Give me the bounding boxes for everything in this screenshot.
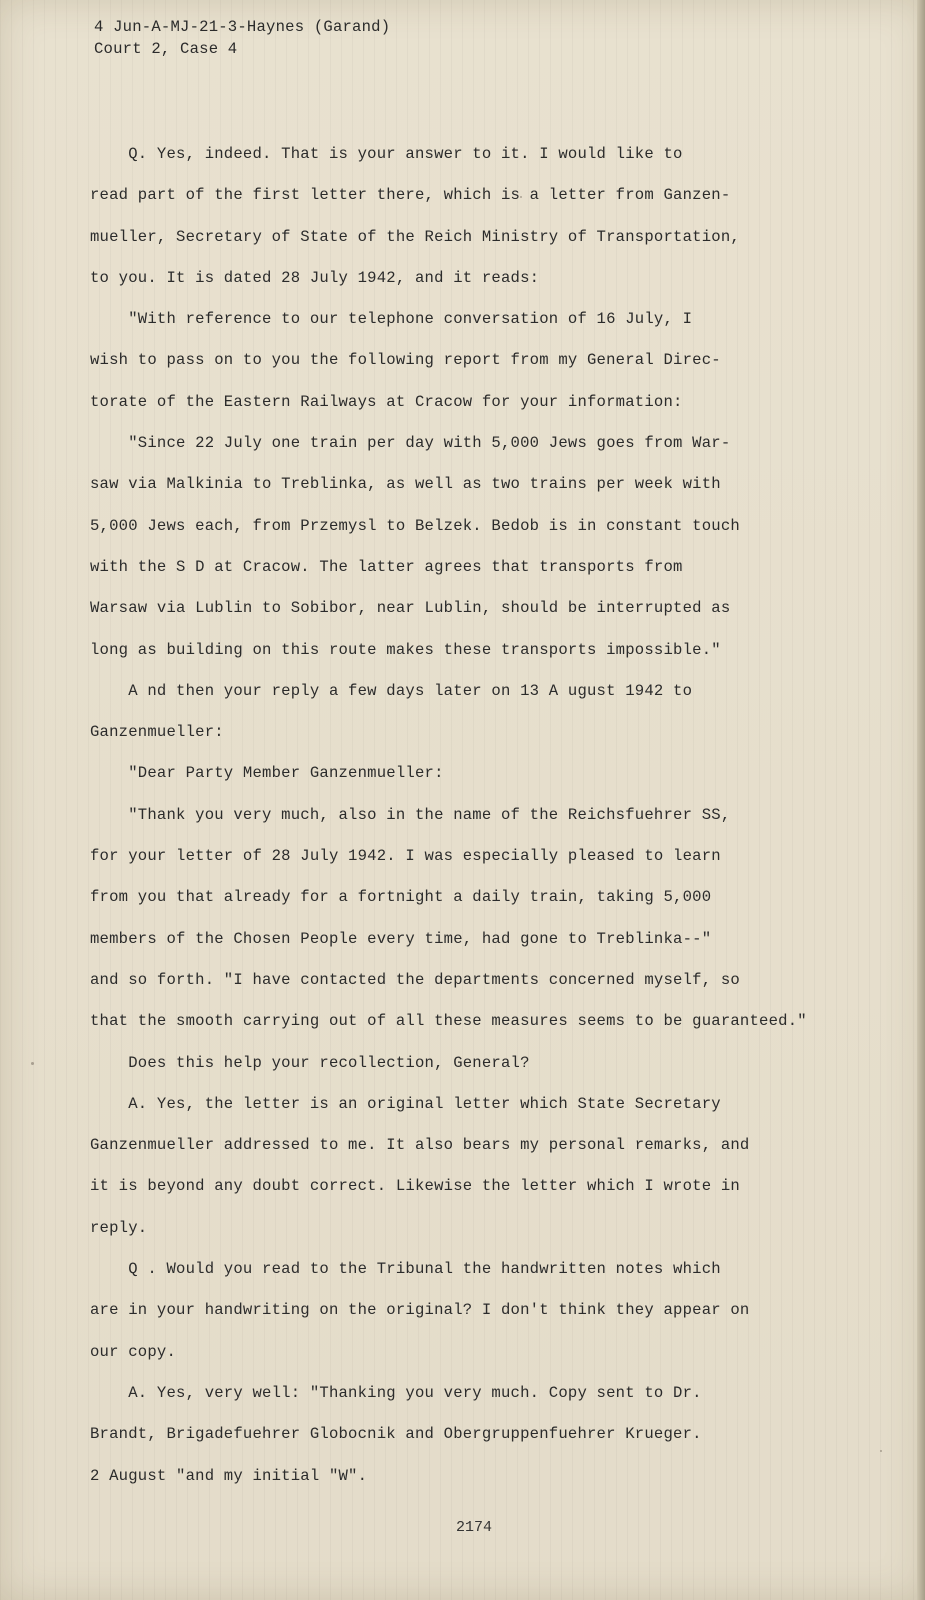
paper-speck	[31, 1062, 34, 1065]
transcript-line: "Dear Party Member Ganzenmueller:	[90, 764, 444, 783]
document-header	[94, 16, 390, 60]
transcript-body	[90, 134, 807, 1497]
transcript-line: reply.	[90, 1218, 148, 1237]
transcript-line: to you. It is dated 28 July 1942, and it reads:	[90, 268, 540, 287]
transcript-line: our copy.	[90, 1342, 177, 1361]
transcript-line: from you that already for a fortnight a daily train, taking 5,000	[90, 888, 712, 907]
transcript-line: Q. Yes, indeed. That is your answer to it. I would like to	[90, 145, 683, 163]
transcript-line: Ganzenmueller:	[90, 723, 224, 742]
transcript-line: A. Yes, very well: "Thanking you very much. Copy sent to Dr.	[90, 1383, 702, 1402]
transcript-line: 5,000 Jews each, from Przemysl to Belzek. Bedob is in constant touch	[90, 516, 740, 535]
transcript-line: for your letter of 28 July 1942. I was especially pleased to learn	[90, 847, 721, 866]
transcript-line: and so forth. "I have contacted the departments concerned myself, so	[90, 970, 740, 989]
transcript-line: A. Yes, the letter is an original letter which State Secretary	[90, 1094, 721, 1113]
header-case-reference: 4 Jun-A-MJ-21-3-Haynes (Garand)	[94, 18, 391, 36]
transcript-line: mueller, Secretary of State of the Reich Ministry of Transportation,	[90, 227, 740, 246]
header-court-case: Court 2, Case 4	[94, 40, 238, 58]
transcript-line: saw via Malkinia to Treblinka, as well as two trains per week with	[90, 475, 721, 494]
transcript-line: A nd then your reply a few days later on 13 A ugust 1942 to	[90, 681, 693, 700]
transcript-line: "With reference to our telephone conversation of 16 July, I	[90, 310, 693, 329]
transcript-line: wish to pass on to you the following report from my General Direc-	[90, 351, 721, 370]
transcript-line: Does this help your recollection, General?	[90, 1053, 530, 1072]
page-edge	[917, 0, 925, 1600]
transcript-line: members of the Chosen People every time, had gone to Treblinka--"	[90, 929, 712, 948]
transcript-line: Brandt, Brigadefuehrer Globocnik and Obergruppenfuehrer Krueger.	[90, 1425, 702, 1444]
transcript-line: it is beyond any doubt correct. Likewise the letter which I wrote in	[90, 1177, 740, 1196]
transcript-line: with the S D at Cracow. The latter agrees that transports from	[90, 557, 683, 576]
paper-speck	[520, 196, 522, 198]
transcript-line: Ganzenmueller addressed to me. It also bears my personal remarks, and	[90, 1136, 750, 1155]
transcript-line: Q . Would you read to the Tribunal the handwritten notes which	[90, 1260, 721, 1279]
transcript-line: Warsaw via Lublin to Sobibor, near Lublin, should be interrupted as	[90, 599, 731, 618]
page-number: 2174	[456, 1519, 493, 1536]
transcript-line: 2 August "and my initial "W".	[90, 1466, 368, 1485]
transcript-line: are in your handwriting on the original? I don't think they appear on	[90, 1301, 750, 1320]
transcript-line: "Thank you very much, also in the name of the Reichsfuehrer SS,	[90, 805, 731, 824]
transcript-line: "Since 22 July one train per day with 5,000 Jews goes from War-	[90, 434, 731, 453]
transcript-line: read part of the first letter there, which is a letter from Ganzen-	[90, 186, 731, 205]
transcript-line: long as building on this route makes these transports impossible."	[90, 640, 721, 659]
transcript-line: that the smooth carrying out of all these measures seems to be guaranteed."	[90, 1012, 807, 1031]
transcript-line: torate of the Eastern Railways at Cracow for your information:	[90, 392, 683, 411]
paper-speck	[880, 1450, 882, 1452]
